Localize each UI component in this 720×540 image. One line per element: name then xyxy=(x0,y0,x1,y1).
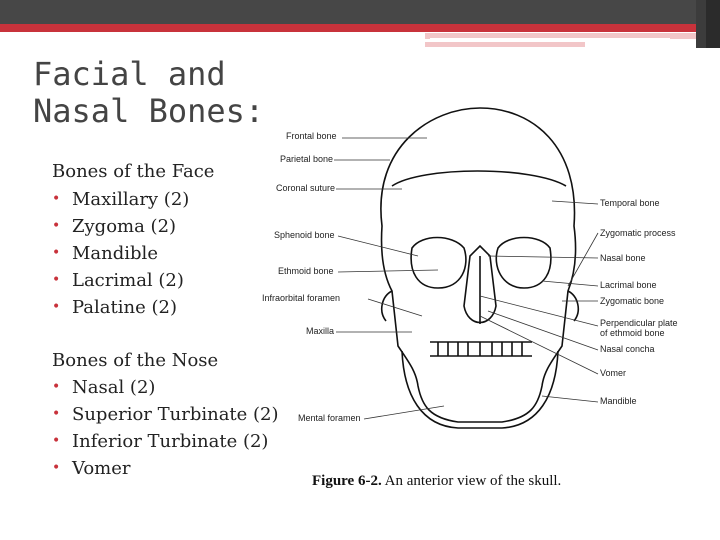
nose-list xyxy=(52,374,279,482)
face-heading: Bones of the Face xyxy=(52,161,215,182)
label-nasal-bone: Nasal bone xyxy=(600,253,646,263)
list-item: • Zygoma (2) xyxy=(52,213,189,240)
slide-title: Facial and Nasal Bones: xyxy=(33,55,265,130)
label-lacrimal-bone: Lacrimal bone xyxy=(600,280,657,290)
bullet-icon: • xyxy=(52,245,61,261)
top-bar xyxy=(0,0,720,24)
bullet-icon: • xyxy=(52,460,61,476)
list-item: • Palatine (2) xyxy=(52,294,189,321)
label-perpendicular-plate: Perpendicular plate xyxy=(600,318,678,328)
skull-drawing xyxy=(381,108,578,428)
nose-heading: Bones of the Nose xyxy=(52,350,219,371)
label-maxilla: Maxilla xyxy=(306,326,335,336)
list-item: • Nasal (2) xyxy=(52,374,279,401)
label-ethmoid-bone: Ethmoid bone xyxy=(278,266,334,276)
label-ethmoid-plate: of ethmoid bone xyxy=(600,328,665,338)
bullet-icon: • xyxy=(52,218,61,234)
caption-label: Figure 6-2. xyxy=(312,473,382,489)
bullet-icon: • xyxy=(52,272,61,288)
label-zygomatic-process: Zygomatic process xyxy=(600,228,676,238)
label-nasal-concha: Nasal concha xyxy=(600,344,655,354)
leader-lines xyxy=(334,138,598,419)
face-list xyxy=(52,186,189,321)
list-item: • Lacrimal (2) xyxy=(52,267,189,294)
corner-decor xyxy=(706,0,720,48)
label-temporal-bone: Temporal bone xyxy=(600,198,660,208)
label-mandible: Mandible xyxy=(600,396,637,406)
bullet-icon: • xyxy=(52,379,61,395)
label-mental-foramen: Mental foramen xyxy=(298,413,361,423)
list-item: • Superior Turbinate (2) xyxy=(52,401,279,428)
label-frontal-bone: Frontal bone xyxy=(286,131,337,141)
label-vomer: Vomer xyxy=(600,368,627,378)
label-sphenoid-bone: Sphenoid bone xyxy=(274,230,335,240)
decor-line xyxy=(430,38,670,39)
diagram-labels xyxy=(262,131,678,423)
figure-caption xyxy=(312,473,561,490)
bullet-icon: • xyxy=(52,191,61,207)
list-item: • Vomer xyxy=(52,455,279,482)
skull-diagram xyxy=(262,106,692,496)
label-coronal-suture: Coronal suture xyxy=(276,183,336,193)
bullet-icon: • xyxy=(52,299,61,315)
label-infraorbital-foramen: Infraorbital foramen xyxy=(262,293,341,303)
accent-bar xyxy=(0,24,720,32)
list-item: • Maxillary (2) xyxy=(52,186,189,213)
label-parietal-bone: Parietal bone xyxy=(280,154,334,164)
caption-text: An anterior view of the skull. xyxy=(384,473,562,489)
bullet-icon: • xyxy=(52,406,61,422)
list-item: • Inferior Turbinate (2) xyxy=(52,428,279,455)
bullet-icon: • xyxy=(52,433,61,449)
list-item: • Mandible xyxy=(52,240,189,267)
label-zygomatic-bone: Zygomatic bone xyxy=(600,296,665,306)
decor-line xyxy=(425,42,585,47)
